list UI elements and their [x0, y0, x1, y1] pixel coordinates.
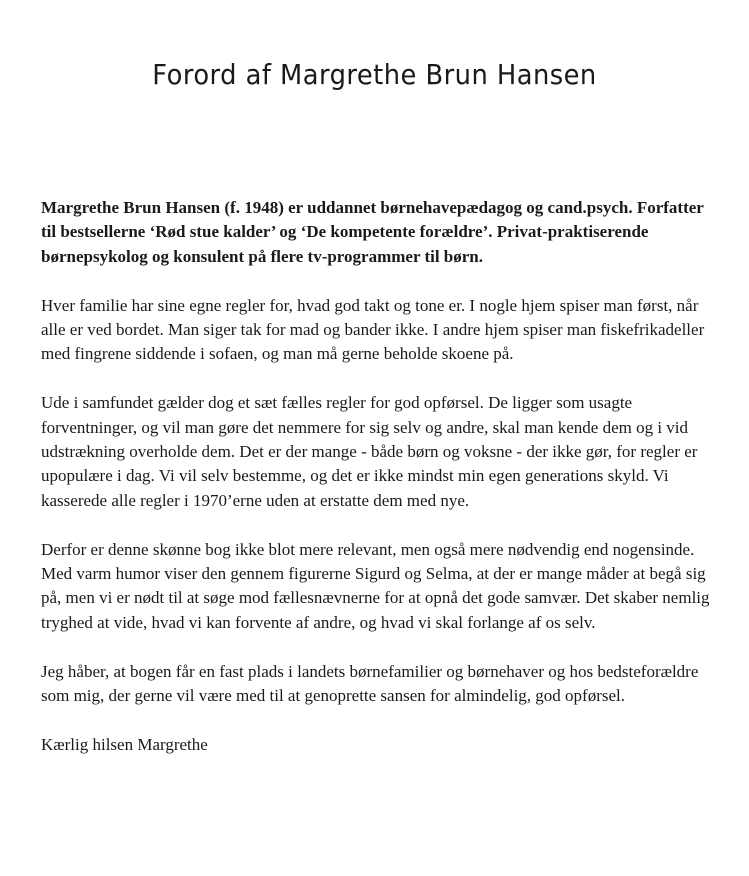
paragraph-4: Jeg håber, at bogen får en fast plads i landets børnefamilier og børnehaver og hos bedsteforældre som mig, der gerne vil være med til at genoprette sansen for almindelig, god opførsel.: [41, 661, 699, 706]
paragraph-2: Ude i samfundet gælder dog et sæt fælles regler for god opførsel. De ligger som usagte forventninger, og vil man gøre det nemmere for sig selv og andre, skal man kende dem og i vid udstrækning overholde dem. Det er der mange - både børn og voksne - der ikke gør, for regler er upopulære i dag. Vi vil selv bestemme, og det er ikke mindst min egen generations skyld. Vi kasserede alle regler i 1970’erne uden at erstatte dem med nye.: [41, 393, 698, 510]
signoff: Kærlig hilsen Margrethe: [41, 734, 208, 754]
author-intro: Margrethe Brun Hansen (f. 1948) er uddannet børnehavepædagog og cand.psych. Forfatter til bestsellerne ‘Rød stue kalder’ og ‘De kompetente forældre’. Privat-praktiserende børnepsykolog og konsulent på flere tv-programmer til børn.: [41, 198, 704, 266]
page-title: Forord af Margrethe Brun Hansen: [152, 58, 597, 91]
paragraph-1: Hver familie har sine egne regler for, hvad god takt og tone er. I nogle hjem spiser man først, når alle er ved bordet. Man siger tak for mad og bander ikke. I andre hjem spiser man fiskefrikadeller med fingrene siddende i sofaen, og man må gerne beholde skoene på.: [41, 295, 705, 364]
paragraph-3: Derfor er denne skønne bog ikke blot mere relevant, men også mere nødvendig end nogensinde. Med varm humor viser den gennem figurerne Sigurd og Selma, at der er mange måder at begå sig på, men vi er nødt til at søge mod fællesnævnerne for at opnå det gode samvær. Det skaber nemlig tryghed at vide, hvad vi kan forvente af andre, og hvad vi skal forlange af os selv.: [41, 539, 710, 632]
document-body: [41, 196, 711, 782]
